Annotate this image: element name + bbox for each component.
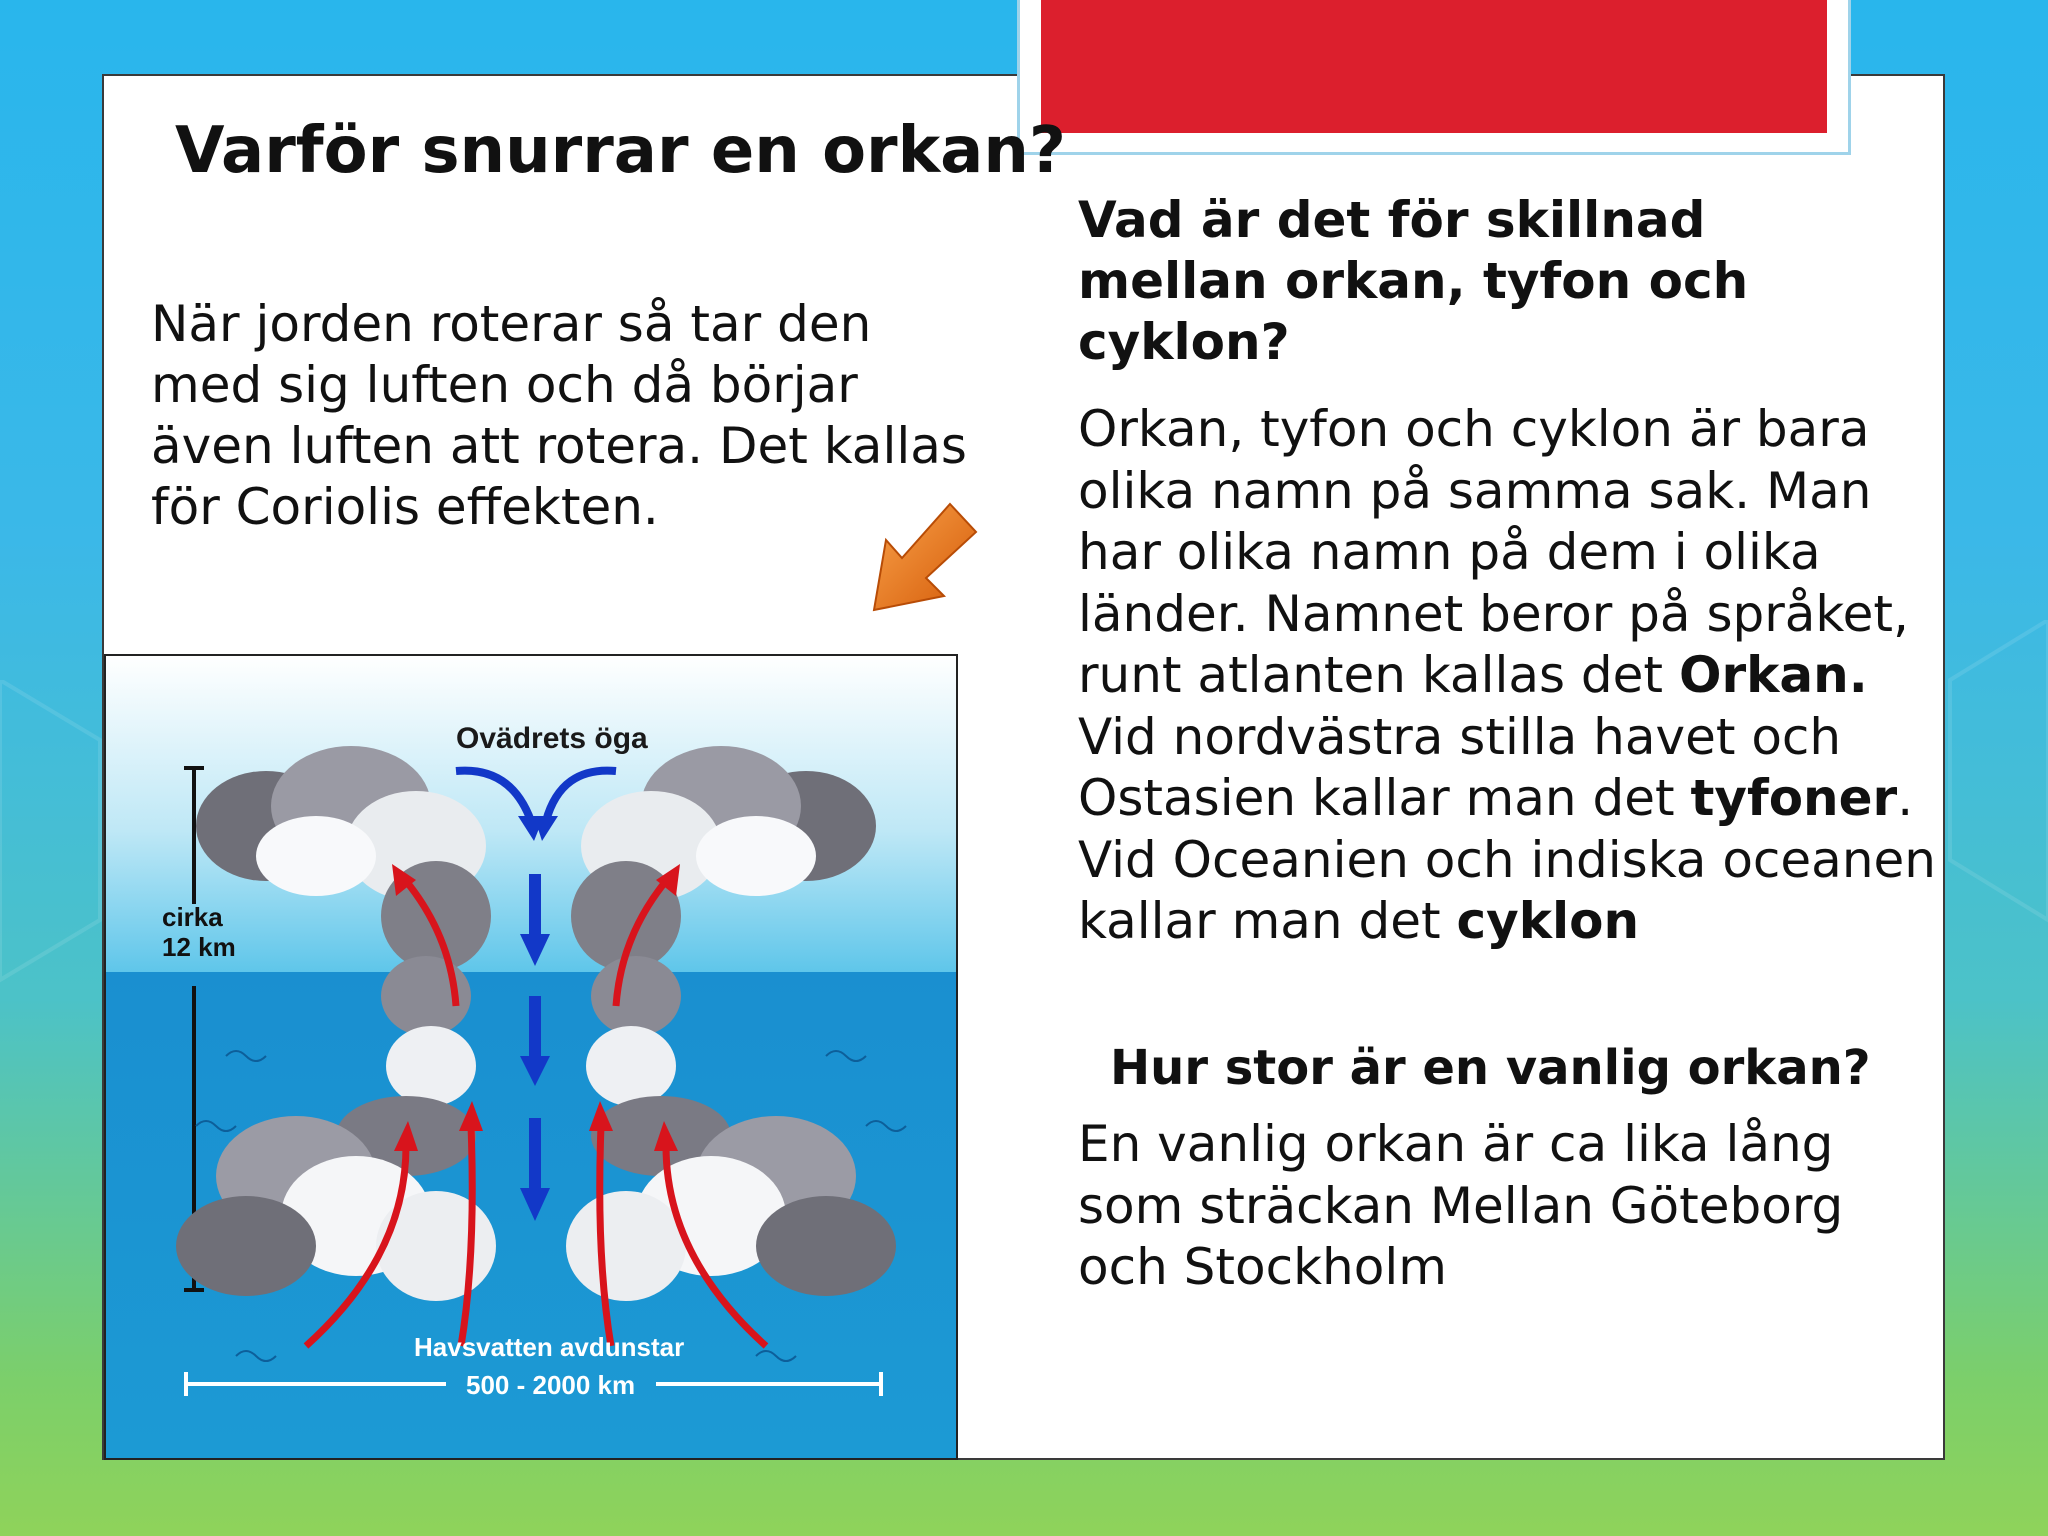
names-text-1: Orkan, tyfon och cyklon är bara olika namn på samma sak. Man har olika namn på dem i olika länder. Namnet beror på språket, runt atlanten kallas det (1078, 400, 1909, 704)
evaporation-label: Havsvatten avdunstar (414, 1332, 685, 1362)
names-bold-cyklon: cyklon (1456, 892, 1640, 950)
size-question: Hur stor är en vanlig orkan? (1110, 1040, 1871, 1096)
height-label-12km: 12 km (162, 932, 236, 962)
names-bold-orkan: Orkan. (1678, 646, 1868, 704)
size-answer: En vanlig orkan är ca lika lång som sträckan Mellan Göteborg och Stockholm (1078, 1115, 1844, 1296)
eye-label: Ovädrets öga (456, 722, 648, 755)
height-label-cirka: cirka (162, 902, 223, 932)
orange-arrow-icon (868, 498, 980, 616)
names-text-3: . Vid Oceanien och indiska oceanen kallar man det (1078, 769, 1936, 950)
background-hexagon-right (1940, 620, 2048, 1040)
names-bold-tyfoner: tyfoner (1690, 769, 1898, 827)
left-heading: Varför snurrar en orkan? (175, 114, 1067, 188)
coriolis-text: När jorden roterar så tar den med sig luften och då börjar även luften att rotera. Det kallas för Coriolis effekten. (151, 295, 967, 536)
red-banner (1041, 0, 1827, 133)
width-label: 500 - 2000 km (466, 1370, 636, 1400)
coriolis-explanation (151, 294, 971, 538)
difference-question: Vad är det för skillnad mellan orkan, tyfon och cyklon? (1078, 191, 1749, 371)
names-text-2: Vid nordvästra stilla havet och Ostasien kallar man det (1078, 707, 1842, 827)
hurricane-diagram (104, 654, 958, 1460)
names-explanation (1078, 399, 1938, 953)
